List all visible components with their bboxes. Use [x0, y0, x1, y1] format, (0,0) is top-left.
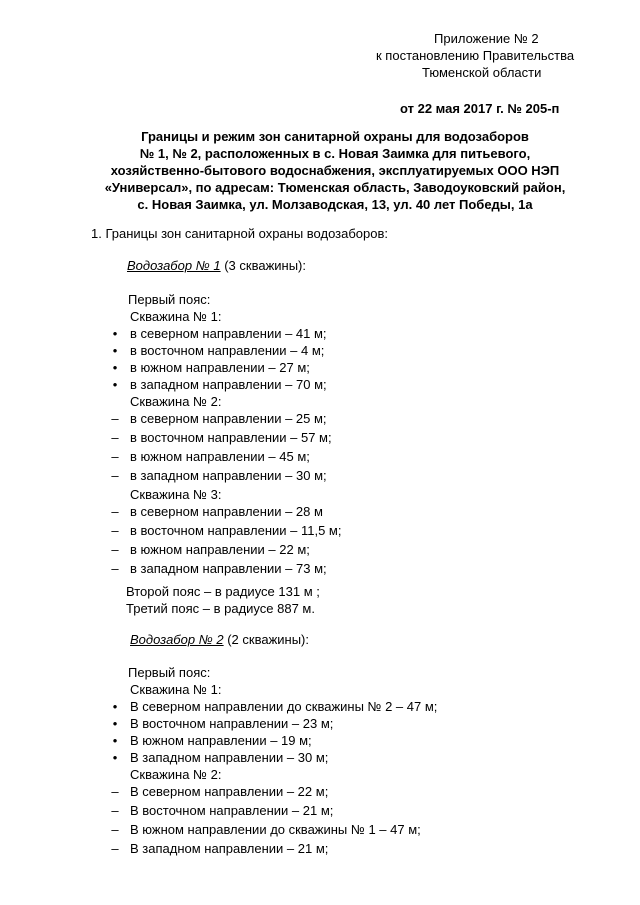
title-line: с. Новая Заимка, ул. Молзаводская, 13, ул. 40 лет Победы, 1а — [137, 197, 533, 212]
list-item: В северном направлении до скважины № 2 – 47 м; — [130, 699, 438, 714]
well-title: Скважина № 1: — [130, 682, 222, 697]
list-item: В северном направлении – 22 м; — [130, 784, 329, 799]
dash-marker: – — [111, 504, 119, 519]
list-item: В южном направлении до скважины № 1 – 47 м; — [130, 822, 421, 837]
list-item: в восточном направлении – 57 м; — [130, 430, 332, 445]
bullet-marker: • — [112, 733, 118, 748]
list-item: в северном направлении – 28 м — [130, 504, 323, 519]
list-item: в северном направлении – 25 м; — [130, 411, 327, 426]
appendix-number: Приложение № 2 — [434, 31, 539, 46]
intake-2-wells-note: (2 скважины): — [223, 632, 309, 647]
list-item: В восточном направлении – 23 м; — [130, 716, 334, 731]
well-title: Скважина № 3: — [130, 487, 222, 502]
list-item: в западном направлении – 30 м; — [130, 468, 327, 483]
list-item: В южном направлении – 19 м; — [130, 733, 312, 748]
second-belt: Второй пояс – в радиусе 131 м ; — [126, 584, 320, 599]
section-heading: 1. Границы зон санитарной охраны водозаборов: — [91, 226, 389, 241]
intake-1-belts — [0, 583, 640, 617]
dash-marker: – — [111, 411, 119, 426]
well-title: Скважина № 2: — [130, 394, 222, 409]
intake-2-heading — [0, 631, 640, 648]
title-line: хозяйственно-бытового водоснабжения, эксплуатируемых ООО НЭП — [110, 163, 560, 178]
list-item: В восточном направлении – 21 м; — [130, 803, 334, 818]
intake-1-name: Водозабор № 1 — [127, 258, 221, 273]
intake-1-heading — [0, 257, 640, 274]
list-item: в восточном направлении – 11,5 м; — [130, 523, 342, 538]
dash-marker: – — [111, 841, 119, 856]
title-line: Границы и режим зон санитарной охраны для водозаборов — [141, 129, 529, 144]
dash-marker: – — [111, 449, 119, 464]
bullet-marker: • — [112, 360, 118, 375]
appendix-date: от 22 мая 2017 г. № 205-п — [400, 101, 560, 116]
bullet-marker: • — [112, 377, 118, 392]
list-item: в северном направлении – 41 м; — [130, 326, 327, 341]
dash-marker: – — [111, 468, 119, 483]
appendix-region: Тюменской области — [422, 65, 542, 80]
first-belt-label: Первый пояс: — [128, 292, 211, 307]
list-item: в западном направлении – 70 м; — [130, 377, 327, 392]
intake-1-wells-note: (3 скважины): — [220, 258, 306, 273]
dash-marker: – — [111, 430, 119, 445]
well-title: Скважина № 2: — [130, 767, 222, 782]
appendix-block — [360, 30, 610, 117]
third-belt: Третий пояс – в радиусе 887 м. — [126, 601, 315, 616]
list-item: В западном направлении – 30 м; — [130, 750, 329, 765]
list-item: в южном направлении – 45 м; — [130, 449, 310, 464]
dash-marker: – — [111, 803, 119, 818]
intake-2-first-belt — [0, 664, 640, 859]
title-line: № 1, № 2, расположенных в с. Новая Заимка для питьевого, — [139, 146, 531, 161]
bullet-marker: • — [112, 343, 118, 358]
appendix-resolution: к постановлению Правительства — [376, 48, 575, 63]
bullet-marker: • — [112, 326, 118, 341]
bullet-marker: • — [112, 750, 118, 765]
dash-marker: – — [111, 542, 119, 557]
dash-marker: – — [111, 822, 119, 837]
dash-marker: – — [111, 784, 119, 799]
intake-2-name: Водозабор № 2 — [130, 632, 224, 647]
list-item: в западном направлении – 73 м; — [130, 561, 327, 576]
list-item: В западном направлении – 21 м; — [130, 841, 329, 856]
document-title — [80, 128, 590, 213]
intake-1-first-belt — [0, 291, 640, 579]
first-belt-label: Первый пояс: — [128, 665, 211, 680]
dash-marker: – — [111, 523, 119, 538]
title-line: «Универсал», по адресам: Тюменская область, Заводоуковский район, — [104, 180, 566, 195]
list-item: в южном направлении – 27 м; — [130, 360, 310, 375]
list-item: в восточном направлении – 4 м; — [130, 343, 325, 358]
well-title: Скважина № 1: — [130, 309, 222, 324]
dash-marker: – — [111, 561, 119, 576]
bullet-marker: • — [112, 699, 118, 714]
bullet-marker: • — [112, 716, 118, 731]
list-item: в южном направлении – 22 м; — [130, 542, 310, 557]
